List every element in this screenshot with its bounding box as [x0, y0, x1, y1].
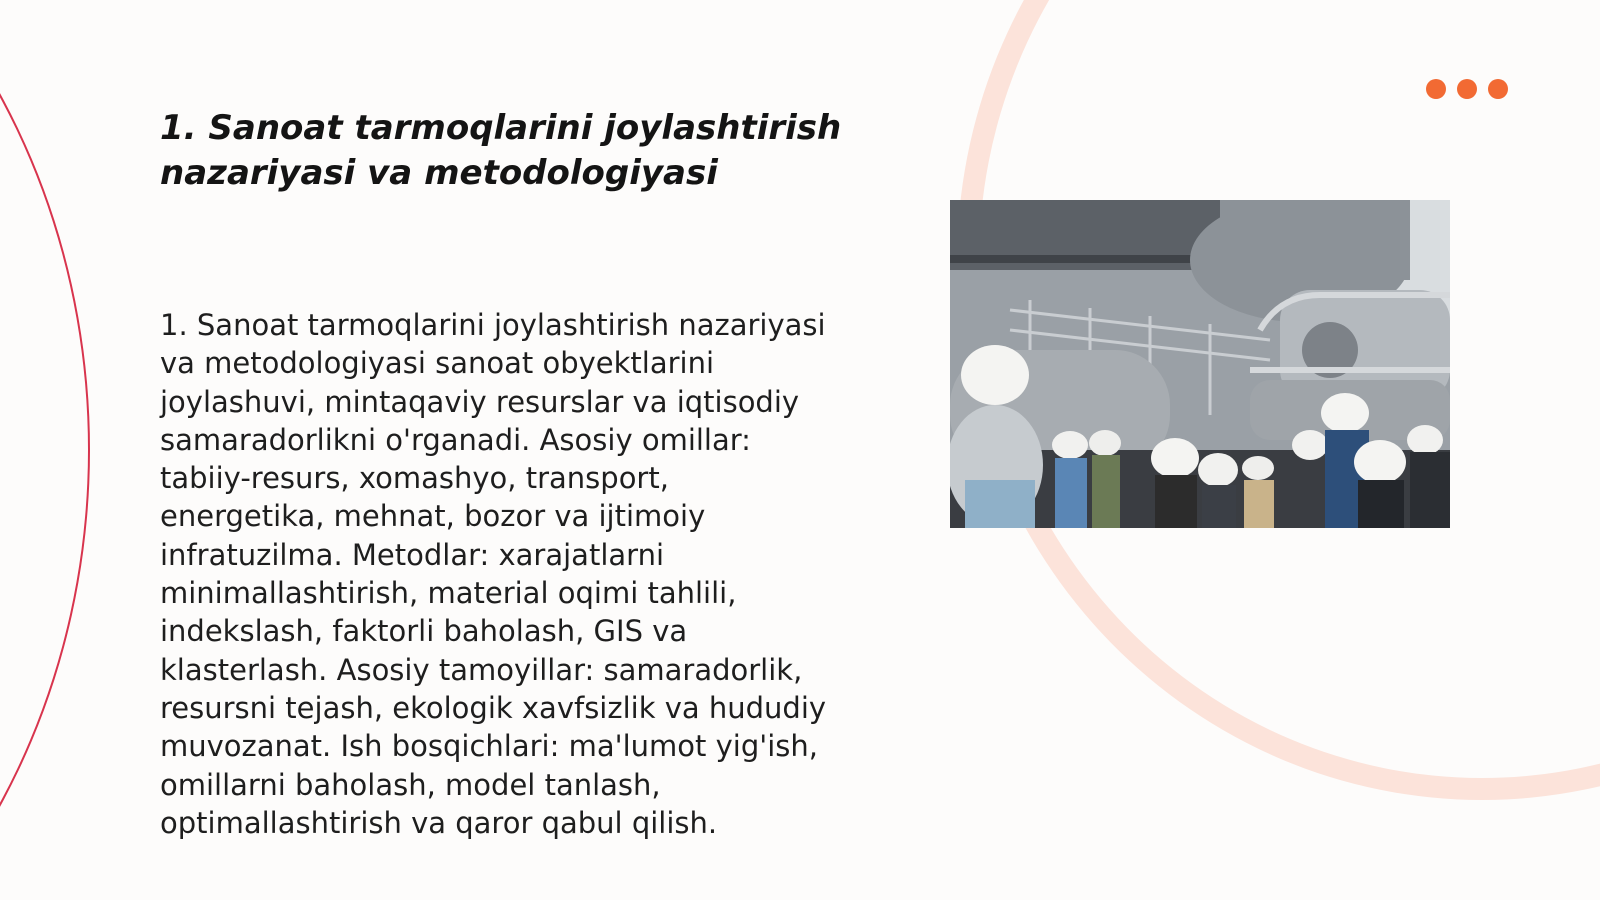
dot-icon — [1426, 79, 1446, 99]
dot-icon — [1457, 79, 1477, 99]
industrial-plant-photo — [950, 200, 1450, 528]
dots-decoration — [1426, 79, 1508, 99]
dot-icon — [1488, 79, 1508, 99]
decorative-left-curve — [0, 0, 90, 900]
slide-body-text: 1. Sanoat tarmoqlarini joylashtirish nazariyasi va metodologiyasi sanoat obyektlarini joylashuvi, mintaqaviy resurslar va iqtisodiy samaradorlikni o'rganadi. Asosiy omillar: tabiiy-resurs, xomashyo, transport, energetika, mehnat, bozor va ijtimoiy infratuzilma. Metodlar: xarajatlarni minimallashtirish, material oqimi tahlili, indekslash, faktorli baholash, GIS va klasterlash. Asosiy tamoyillar: samaradorlik, resursni tejash, ekologik xavfsizlik va hududiy muvozanat. Ish bosqichlari: ma'lumot yig'ish, omillarni baholash, model tanlash, optimallashtirish va qaror qabul qilish. — [160, 308, 827, 840]
slide-title: 1. Sanoat tarmoqlarini joylashtirish nazariyasi va metodologiyasi — [160, 108, 842, 193]
